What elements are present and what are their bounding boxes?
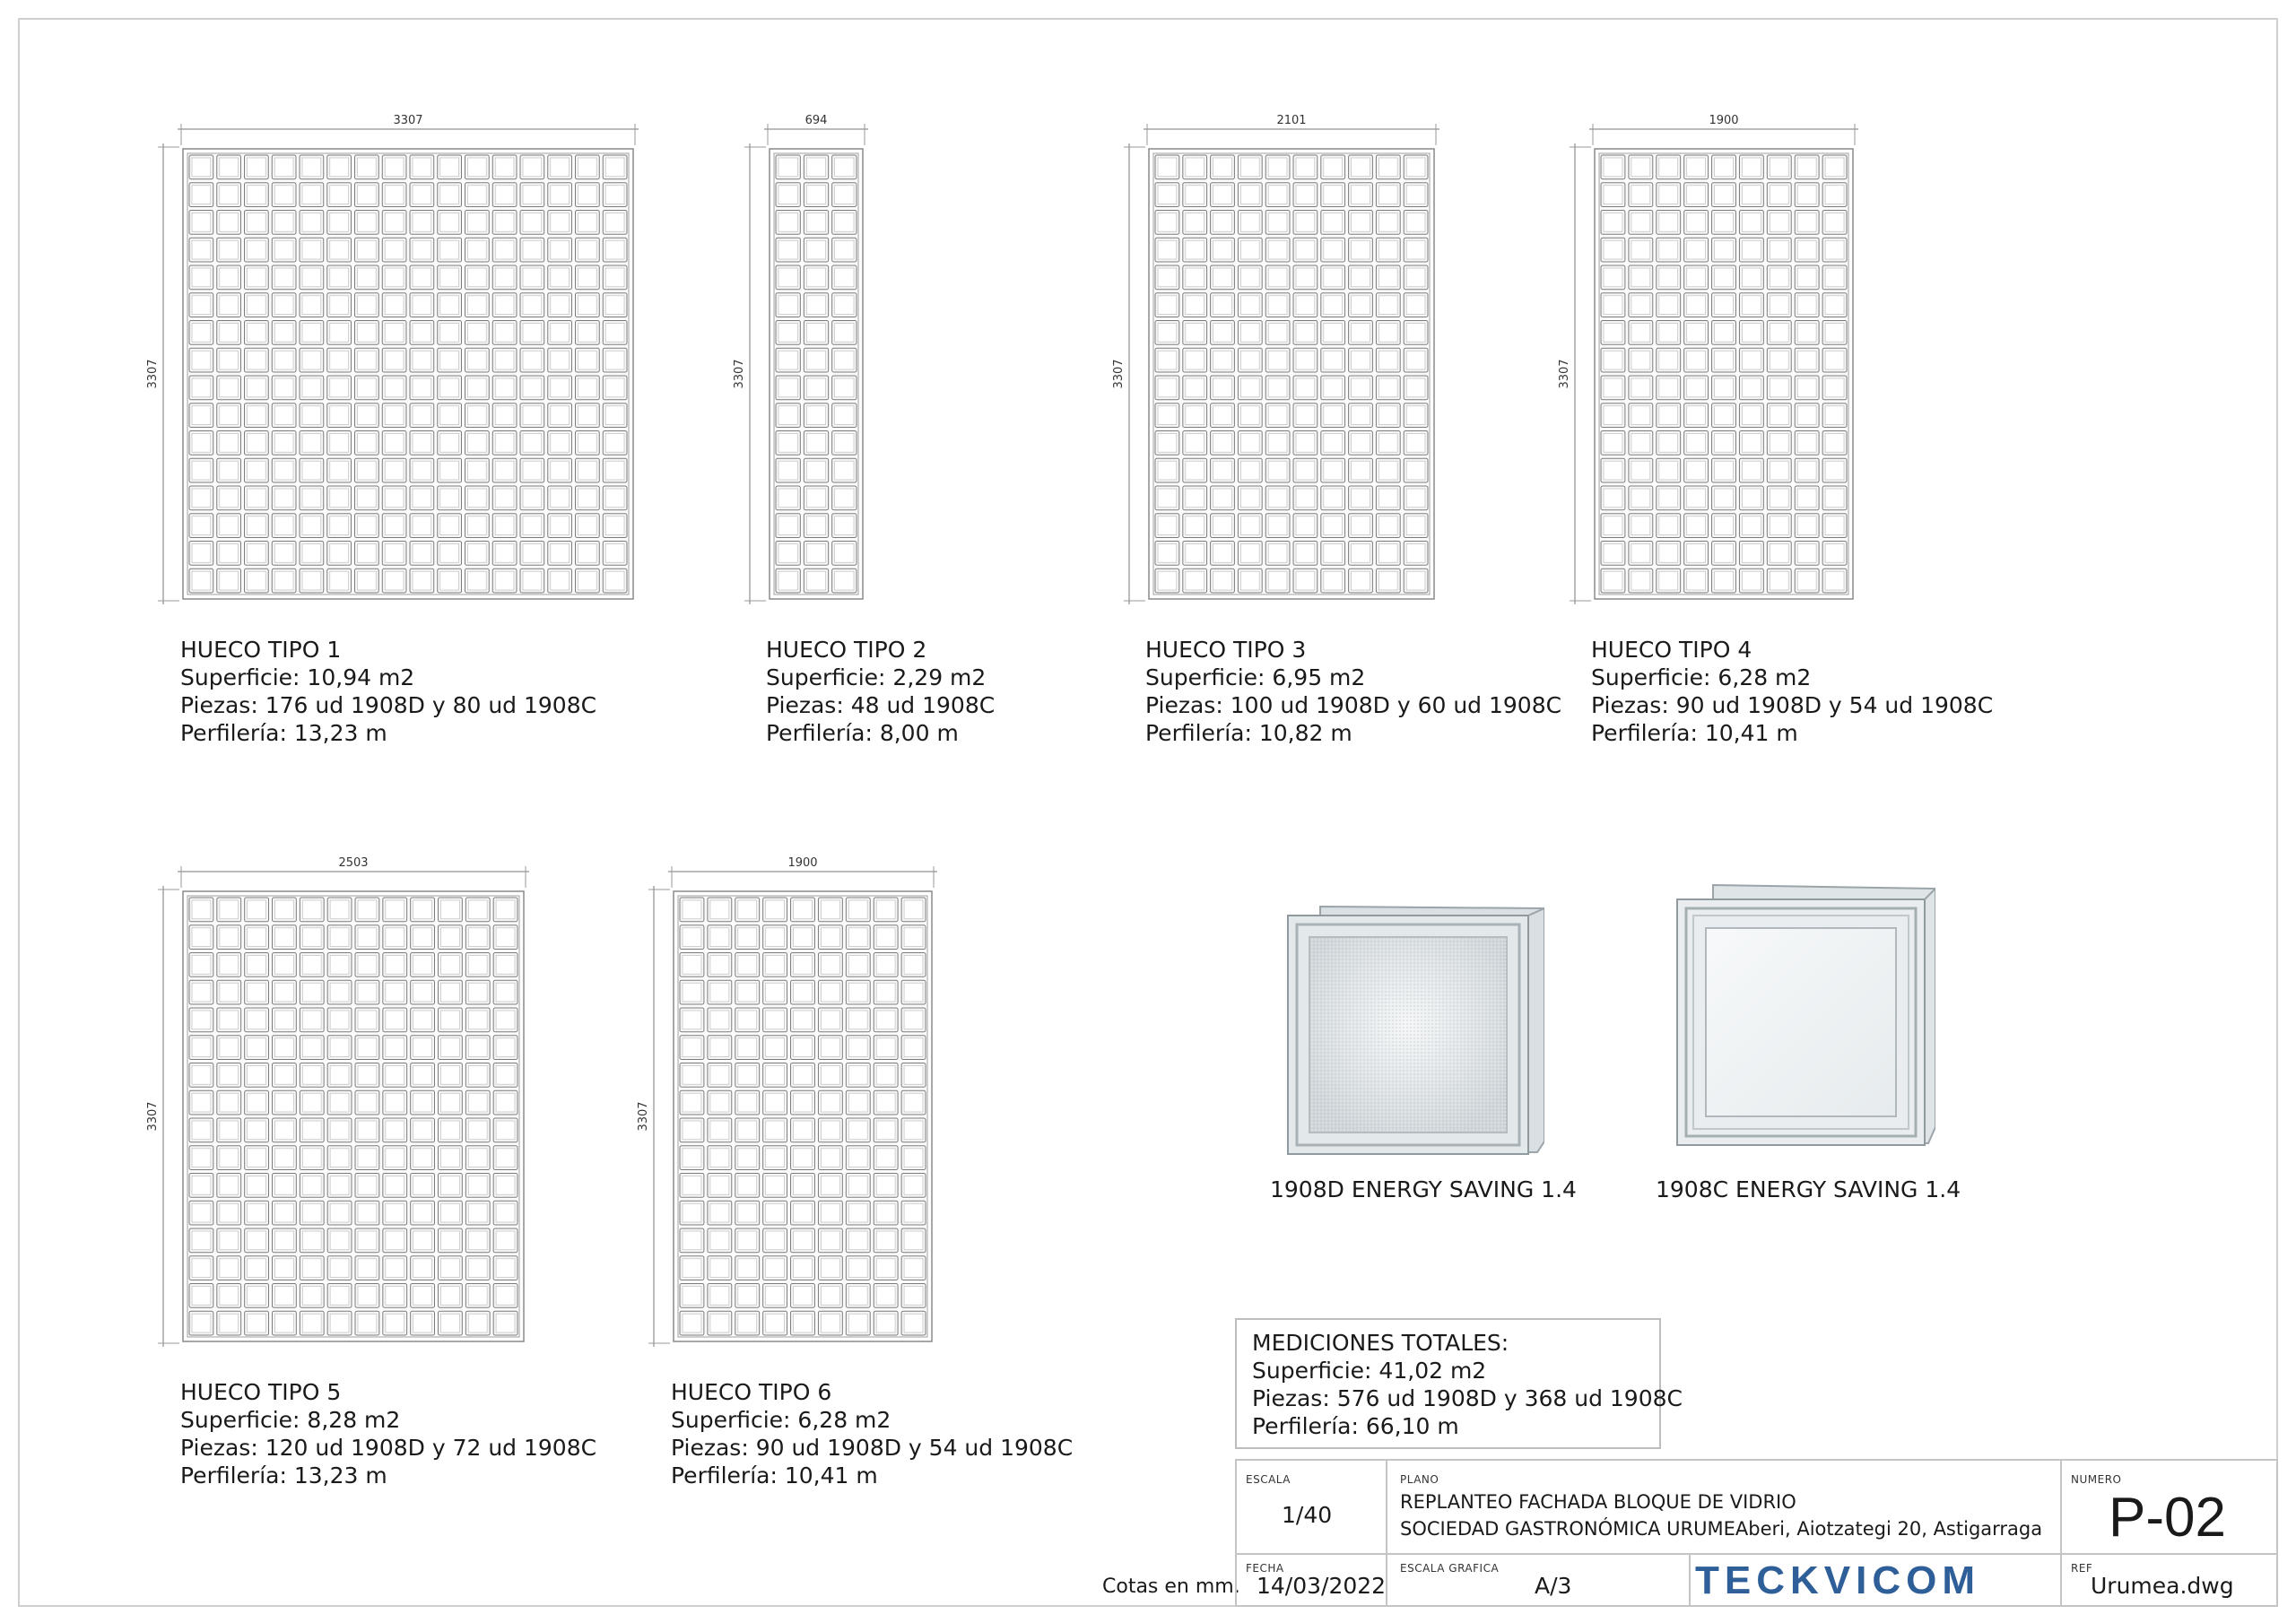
- height-dimension-label: 3307: [733, 359, 746, 389]
- glass-block-inner: [766, 900, 785, 919]
- width-dimension-label: 1900: [1709, 114, 1739, 127]
- glass-block-inner: [848, 1203, 867, 1222]
- glass-block-inner: [766, 1231, 785, 1250]
- glass-block-inner: [794, 983, 813, 1002]
- glass-block-inner: [710, 1259, 729, 1278]
- width-dimension-label: 3307: [393, 114, 423, 127]
- product-1908d: [1270, 901, 1577, 1202]
- totals-perfileria: Perfilería: 66,10 m: [1252, 1413, 1459, 1439]
- glass-block-1908d-image: [1284, 901, 1544, 1161]
- escala-grafica-value: A/3: [1535, 1573, 1572, 1599]
- width-dimension-label: 2503: [338, 856, 369, 870]
- glass-block-inner: [904, 1259, 923, 1278]
- glass-block-inner: [738, 1149, 757, 1167]
- glass-block-inner: [904, 1314, 923, 1332]
- glass-block-inner: [766, 983, 785, 1002]
- glass-block-inner: [738, 1038, 757, 1057]
- glass-block-inner: [848, 1149, 867, 1167]
- glass-block-inner: [710, 1093, 729, 1112]
- caption-piezas: Piezas: 90 ud 1908D y 54 ud 1908C: [1591, 692, 1994, 718]
- glass-block-inner: [683, 1314, 701, 1332]
- plano-line-1: REPLANTEO FACHADA BLOQUE DE VIDRIO: [1400, 1491, 1796, 1513]
- glass-block-inner: [821, 1038, 839, 1057]
- glass-block-inner: [821, 1011, 839, 1029]
- glass-block-inner: [821, 1121, 839, 1140]
- fecha-cell: [1235, 1553, 1387, 1607]
- hueco-tipo-5-caption: [180, 1378, 596, 1489]
- plano-cell: [1386, 1459, 2062, 1555]
- glass-block-inner: [766, 928, 785, 947]
- glass-block-inner: [904, 928, 923, 947]
- glass-block-inner: [794, 956, 813, 975]
- teckvicom-logo: TECKVICOM: [1695, 1558, 1980, 1602]
- glass-block-inner: [848, 928, 867, 947]
- height-dimension-label: 3307: [1112, 359, 1126, 389]
- glass-block-inner: [876, 983, 895, 1002]
- glass-block-inner: [794, 1231, 813, 1250]
- escala-value: 1/40: [1282, 1502, 1333, 1528]
- glass-block-inner: [848, 1011, 867, 1029]
- glass-block-inner: [710, 1287, 729, 1306]
- glass-block-inner: [904, 1176, 923, 1195]
- glass-block-inner: [848, 956, 867, 975]
- glass-block-inner: [821, 900, 839, 919]
- glass-block-inner: [710, 900, 729, 919]
- glass-block-inner: [794, 1011, 813, 1029]
- glass-block-inner: [738, 1011, 757, 1029]
- glass-block-inner: [738, 900, 757, 919]
- glass-block-inner: [710, 1231, 729, 1250]
- glass-block-inner: [904, 983, 923, 1002]
- glass-block-inner: [848, 1066, 867, 1085]
- glass-block-inner: [683, 1259, 701, 1278]
- glass-block-inner: [904, 1038, 923, 1057]
- glass-block-inner: [876, 1287, 895, 1306]
- glass-block-inner: [821, 928, 839, 947]
- glass-block-inner: [794, 1038, 813, 1057]
- glass-block-inner: [766, 956, 785, 975]
- glass-block-inner: [876, 1149, 895, 1167]
- caption-superficie: Superficie: 10,94 m2: [180, 664, 415, 690]
- glass-block-inner: [766, 1203, 785, 1222]
- hueco-tipo-3-caption: [1145, 636, 1561, 747]
- glass-block-inner: [766, 1093, 785, 1112]
- glass-block-inner: [821, 1231, 839, 1250]
- glass-block-inner: [821, 1176, 839, 1195]
- glass-block-inner: [710, 928, 729, 947]
- glass-block-inner: [848, 1176, 867, 1195]
- glass-block-inner: [794, 1287, 813, 1306]
- glass-block-inner: [876, 1093, 895, 1112]
- glass-block-inner: [766, 1011, 785, 1029]
- product-1908c-label: 1908C ENERGY SAVING 1.4: [1656, 1176, 1961, 1202]
- height-dimension-label: 3307: [637, 1101, 650, 1132]
- totals-title: MEDICIONES TOTALES:: [1252, 1330, 1509, 1356]
- glass-block-inner: [848, 1231, 867, 1250]
- caption-superficie: Superficie: 8,28 m2: [180, 1407, 401, 1433]
- glass-block-inner: [794, 1066, 813, 1085]
- glass-block-inner: [683, 1176, 701, 1195]
- glass-block-inner: [683, 1038, 701, 1057]
- caption-superficie: Superficie: 6,28 m2: [671, 1407, 891, 1433]
- glass-block-inner: [738, 928, 757, 947]
- glass-block-inner: [710, 1149, 729, 1167]
- glass-block-inner: [683, 1093, 701, 1112]
- logo-cell: [1689, 1553, 2062, 1607]
- glass-block-inner: [738, 983, 757, 1002]
- caption-perfileria: Perfilería: 13,23 m: [180, 1462, 387, 1488]
- glass-block-inner: [710, 1121, 729, 1140]
- glass-block-inner: [766, 1259, 785, 1278]
- glass-block-inner: [738, 1314, 757, 1332]
- glass-block-inner: [683, 900, 701, 919]
- totals-superficie: Superficie: 41,02 m2: [1252, 1358, 1487, 1384]
- glass-block-inner: [710, 1176, 729, 1195]
- glass-block-inner: [876, 1176, 895, 1195]
- glass-block-inner: [766, 1176, 785, 1195]
- glass-block-inner: [876, 1011, 895, 1029]
- fecha-label: FECHA: [1246, 1562, 1284, 1575]
- glass-block-inner: [683, 1231, 701, 1250]
- caption-title: HUECO TIPO 4: [1591, 637, 1752, 663]
- caption-perfileria: Perfilería: 10,41 m: [671, 1462, 878, 1488]
- escala-grafica-label: ESCALA GRAFICA: [1400, 1562, 1500, 1575]
- hueco-tipo-6-caption: [671, 1378, 1073, 1489]
- caption-title: HUECO TIPO 5: [180, 1379, 342, 1405]
- escala-label: ESCALA: [1246, 1473, 1291, 1486]
- glass-block-inner: [876, 1066, 895, 1085]
- ref-cell: [2060, 1553, 2278, 1607]
- caption-piezas: Piezas: 90 ud 1908D y 54 ud 1908C: [671, 1435, 1074, 1461]
- glass-block-inner: [738, 1176, 757, 1195]
- glass-block-inner: [710, 956, 729, 975]
- product-1908c: [1656, 883, 1961, 1202]
- glass-block-inner: [766, 1314, 785, 1332]
- glass-block-inner: [766, 1121, 785, 1140]
- width-dimension-label: 2101: [1276, 114, 1307, 127]
- glass-block-inner: [821, 1287, 839, 1306]
- glass-block-inner: [904, 1011, 923, 1029]
- plano-line-2: SOCIEDAD GASTRONÓMICA URUMEAberi, Aiotzategi 20, Astigarraga: [1400, 1518, 2043, 1540]
- glass-block-inner: [794, 1149, 813, 1167]
- glass-block-inner: [821, 1259, 839, 1278]
- glass-block-inner: [904, 1121, 923, 1140]
- glass-block-inner: [794, 1121, 813, 1140]
- caption-perfileria: Perfilería: 8,00 m: [766, 720, 959, 746]
- glass-block-inner: [683, 928, 701, 947]
- glass-block-inner: [876, 1121, 895, 1140]
- glass-block-inner: [766, 1038, 785, 1057]
- fecha-value: 14/03/2022: [1257, 1573, 1387, 1599]
- hueco-tipo-2-caption: [766, 636, 995, 747]
- glass-block-inner: [876, 956, 895, 975]
- glass-block-inner: [738, 1121, 757, 1140]
- caption-perfileria: Perfilería: 10,41 m: [1591, 720, 1798, 746]
- totals-piezas: Piezas: 576 ud 1908D y 368 ud 1908C: [1252, 1385, 1683, 1411]
- glass-block-inner: [876, 1038, 895, 1057]
- glass-block-inner: [904, 1066, 923, 1085]
- plano-label: PLANO: [1400, 1473, 1439, 1486]
- caption-title: HUECO TIPO 2: [766, 637, 927, 663]
- glass-block-inner: [904, 1093, 923, 1112]
- numero-value: P-02: [2109, 1487, 2226, 1549]
- glass-block-inner: [821, 1203, 839, 1222]
- glass-block-inner: [683, 1121, 701, 1140]
- caption-superficie: Superficie: 6,28 m2: [1591, 664, 1812, 690]
- glass-block-inner: [738, 1066, 757, 1085]
- product-1908d-label: 1908D ENERGY SAVING 1.4: [1270, 1176, 1577, 1202]
- glass-block-inner: [904, 956, 923, 975]
- cotas-note: Cotas en mm.: [1102, 1575, 1240, 1598]
- glass-block-inner: [794, 1203, 813, 1222]
- ref-value: Urumea.dwg: [2091, 1573, 2234, 1599]
- glass-block-inner: [794, 928, 813, 947]
- caption-piezas: Piezas: 100 ud 1908D y 60 ud 1908C: [1145, 692, 1562, 718]
- glass-block-inner: [794, 1176, 813, 1195]
- glass-block-inner: [683, 983, 701, 1002]
- glass-block-inner: [710, 1314, 729, 1332]
- glass-block-inner: [794, 1093, 813, 1112]
- numero-cell: [2060, 1459, 2278, 1555]
- glass-block-inner: [683, 1203, 701, 1222]
- glass-block-inner: [904, 1149, 923, 1167]
- caption-perfileria: Perfilería: 13,23 m: [180, 720, 387, 746]
- glass-block-inner: [821, 983, 839, 1002]
- glass-block-inner: [683, 1149, 701, 1167]
- caption-piezas: Piezas: 176 ud 1908D y 80 ud 1908C: [180, 692, 597, 718]
- glass-block-inner: [876, 1314, 895, 1332]
- hueco-tipo-1-caption: [180, 636, 596, 747]
- glass-block-inner: [848, 1287, 867, 1306]
- caption-piezas: Piezas: 48 ud 1908C: [766, 692, 996, 718]
- glass-block-inner: [766, 1287, 785, 1306]
- glass-block-inner: [848, 983, 867, 1002]
- glass-block-inner: [821, 1066, 839, 1085]
- caption-perfileria: Perfilería: 10,82 m: [1145, 720, 1352, 746]
- caption-superficie: Superficie: 6,95 m2: [1145, 664, 1366, 690]
- glass-block-1908c-image: [1675, 883, 1935, 1152]
- glass-block-inner: [794, 900, 813, 919]
- escala-grafica-cell: [1386, 1553, 1691, 1607]
- caption-superficie: Superficie: 2,29 m2: [766, 664, 987, 690]
- glass-block-inner: [766, 1149, 785, 1167]
- glass-block-inner: [821, 1149, 839, 1167]
- glass-block-inner: [683, 1011, 701, 1029]
- height-dimension-label: 3307: [146, 1101, 160, 1132]
- glass-block-inner: [876, 1203, 895, 1222]
- width-dimension-label: 1900: [787, 856, 818, 870]
- caption-piezas: Piezas: 120 ud 1908D y 72 ud 1908C: [180, 1435, 597, 1461]
- escala-cell: [1235, 1459, 1387, 1555]
- glass-block-inner: [710, 1011, 729, 1029]
- glass-block-inner: [738, 1259, 757, 1278]
- height-dimension-label: 3307: [146, 359, 160, 389]
- glass-block-inner: [821, 1314, 839, 1332]
- caption-title: HUECO TIPO 1: [180, 637, 342, 663]
- width-dimension-label: 694: [804, 114, 828, 127]
- glass-block-inner: [794, 1314, 813, 1332]
- ref-label: REF: [2071, 1562, 2093, 1575]
- glass-block-inner: [848, 1038, 867, 1057]
- glass-block-inner: [738, 1203, 757, 1222]
- glass-block-inner: [848, 1314, 867, 1332]
- glass-block-inner: [904, 1287, 923, 1306]
- hueco-tipo-4-caption: [1591, 636, 1993, 747]
- glass-block-inner: [738, 956, 757, 975]
- glass-block-inner: [738, 1287, 757, 1306]
- glass-block-inner: [821, 956, 839, 975]
- glass-block-inner: [904, 1203, 923, 1222]
- glass-block-inner: [876, 900, 895, 919]
- glass-block-inner: [710, 1203, 729, 1222]
- caption-title: HUECO TIPO 3: [1145, 637, 1307, 663]
- glass-block-inner: [904, 1231, 923, 1250]
- glass-block-inner: [848, 1259, 867, 1278]
- glass-block-inner: [794, 1259, 813, 1278]
- glass-block-inner: [876, 1231, 895, 1250]
- glass-block-inner: [821, 1093, 839, 1112]
- glass-block-inner: [848, 1121, 867, 1140]
- caption-title: HUECO TIPO 6: [671, 1379, 832, 1405]
- glass-block-inner: [766, 1066, 785, 1085]
- glass-block-inner: [683, 956, 701, 975]
- glass-block-inner: [710, 1066, 729, 1085]
- height-dimension-label: 3307: [1558, 359, 1571, 389]
- glass-block-inner: [876, 1259, 895, 1278]
- numero-label: NUMERO: [2071, 1473, 2122, 1486]
- mediciones-totales-box: [1235, 1318, 1683, 1449]
- glass-block-inner: [738, 1231, 757, 1250]
- glass-block-inner: [710, 983, 729, 1002]
- glass-block-inner: [738, 1093, 757, 1112]
- glass-block-inner: [904, 900, 923, 919]
- glass-block-inner: [710, 1038, 729, 1057]
- glass-block-inner: [876, 928, 895, 947]
- glass-block-inner: [848, 1093, 867, 1112]
- glass-block-inner: [683, 1066, 701, 1085]
- glass-block-inner: [848, 900, 867, 919]
- glass-block-inner: [683, 1287, 701, 1306]
